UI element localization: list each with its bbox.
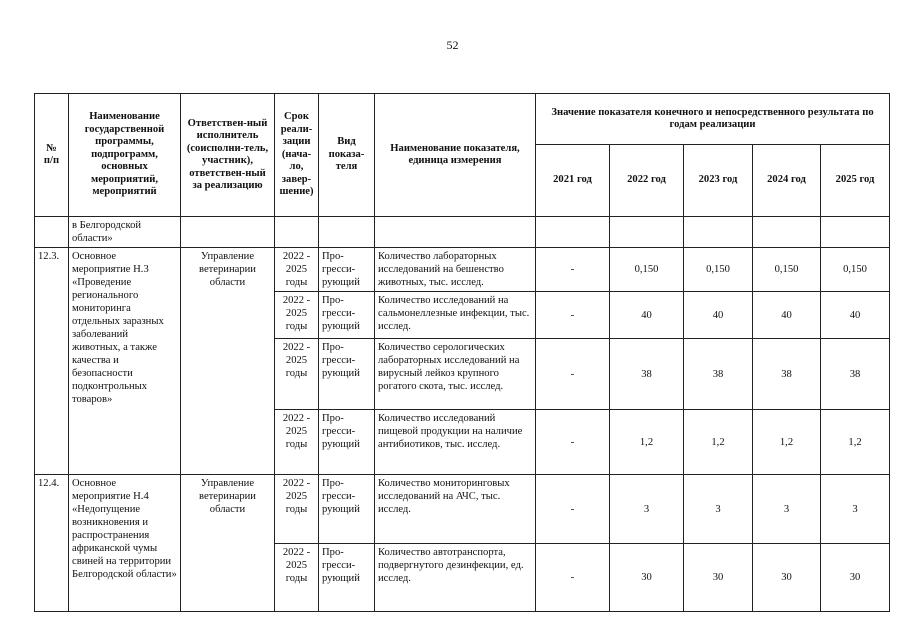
header-year: 2022 год — [610, 145, 684, 217]
value-2021: - — [536, 410, 610, 475]
indicator-type: Про-гресси-рующий — [319, 475, 375, 544]
indicator-type: Про-гресси-рующий — [319, 410, 375, 475]
value-2023: 3 — [684, 475, 753, 544]
indicator-name: Количество серологических лабораторных исследований на вирусный лейкоз крупного рогатого скота, тыс. исслед. — [375, 339, 536, 410]
header-indicator-type: Вид показа-теля — [319, 94, 375, 217]
value-2024: 30 — [753, 544, 821, 612]
header-values-group: Значение показателя конечного и непосредственного результата по годам реализации — [536, 94, 890, 145]
indicator-type: Про-гресси-рующий — [319, 544, 375, 612]
header-indicator-name: Наименование показателя, единица измерения — [375, 94, 536, 217]
period: 2022 - 2025 годы — [275, 292, 319, 339]
value-2021: - — [536, 248, 610, 292]
value-2023: 0,150 — [684, 248, 753, 292]
value-2025: 40 — [821, 292, 890, 339]
header-responsible: Ответствен-ный исполнитель (соисполни-тель, участник), ответствен-ный за реализацию — [181, 94, 275, 217]
value-2023: 38 — [684, 339, 753, 410]
event-name: Основное мероприятие Н.4 «Недопущение возникновения и распространения африканской чумы свиней на территории Белгородской области» — [69, 475, 181, 612]
continuation-name: в Белгородской области» — [69, 217, 181, 248]
cell — [536, 217, 610, 248]
indicator-type: Про-гресси-рующий — [319, 248, 375, 292]
header-year: 2025 год — [821, 145, 890, 217]
value-2024: 1,2 — [753, 410, 821, 475]
header-year: 2023 год — [684, 145, 753, 217]
value-2025: 38 — [821, 339, 890, 410]
indicator-name: Количество лабораторных исследований на бешенство животных, тыс. исслед. — [375, 248, 536, 292]
cell — [35, 217, 69, 248]
value-2025: 30 — [821, 544, 890, 612]
value-2021: - — [536, 544, 610, 612]
value-2024: 3 — [753, 475, 821, 544]
cell — [275, 217, 319, 248]
page-number: 52 — [446, 38, 459, 52]
value-2025: 0,150 — [821, 248, 890, 292]
value-2022: 40 — [610, 292, 684, 339]
indicators-table — [34, 93, 890, 612]
value-2023: 1,2 — [684, 410, 753, 475]
header-year: 2024 год — [753, 145, 821, 217]
header-year: 2021 год — [536, 145, 610, 217]
value-2022: 30 — [610, 544, 684, 612]
indicator-name: Количество исследований пищевой продукции на наличие антибиотиков, тыс. исслед. — [375, 410, 536, 475]
indicator-name: Количество мониторинговых исследований на АЧС, тыс. исслед. — [375, 475, 536, 544]
indicator-type: Про-гресси-рующий — [319, 292, 375, 339]
value-2023: 30 — [684, 544, 753, 612]
table-row — [35, 217, 890, 248]
value-2024: 0,150 — [753, 248, 821, 292]
value-2023: 40 — [684, 292, 753, 339]
header-num: № п/п — [35, 94, 69, 217]
period: 2022 - 2025 годы — [275, 248, 319, 292]
row-number: 12.3. — [35, 248, 69, 475]
responsible: Управление ветеринарии области — [181, 475, 275, 612]
period: 2022 - 2025 годы — [275, 410, 319, 475]
period: 2022 - 2025 годы — [275, 475, 319, 544]
responsible: Управление ветеринарии области — [181, 248, 275, 475]
cell — [181, 217, 275, 248]
period: 2022 - 2025 годы — [275, 544, 319, 612]
value-2024: 40 — [753, 292, 821, 339]
header-period: Срок реали-зации (нача-ло, завер-шение) — [275, 94, 319, 217]
cell — [610, 217, 684, 248]
cell — [753, 217, 821, 248]
indicator-type: Про-гресси-рующий — [319, 339, 375, 410]
row-number: 12.4. — [35, 475, 69, 612]
cell — [319, 217, 375, 248]
value-2022: 0,150 — [610, 248, 684, 292]
value-2022: 3 — [610, 475, 684, 544]
value-2022: 1,2 — [610, 410, 684, 475]
value-2022: 38 — [610, 339, 684, 410]
value-2025: 3 — [821, 475, 890, 544]
value-2021: - — [536, 475, 610, 544]
cell — [375, 217, 536, 248]
indicator-name: Количество исследований на сальмонеллезные инфекции, тыс. исслед. — [375, 292, 536, 339]
indicator-name: Количество автотранспорта, подвергнутого дезинфекции, ед. исслед. — [375, 544, 536, 612]
cell — [684, 217, 753, 248]
period: 2022 - 2025 годы — [275, 339, 319, 410]
header-name: Наименование государственной программы, подпрограмм, основных мероприятий, мероприятий — [69, 94, 181, 217]
value-2024: 38 — [753, 339, 821, 410]
event-name: Основное мероприятие Н.3 «Проведение регионального мониторинга отдельных заразных заболеваний животных, а также качества и безопасности подконтрольных товаров» — [69, 248, 181, 475]
cell — [821, 217, 890, 248]
value-2025: 1,2 — [821, 410, 890, 475]
table-row — [35, 475, 890, 544]
value-2021: - — [536, 292, 610, 339]
table-row — [35, 248, 890, 292]
value-2021: - — [536, 339, 610, 410]
